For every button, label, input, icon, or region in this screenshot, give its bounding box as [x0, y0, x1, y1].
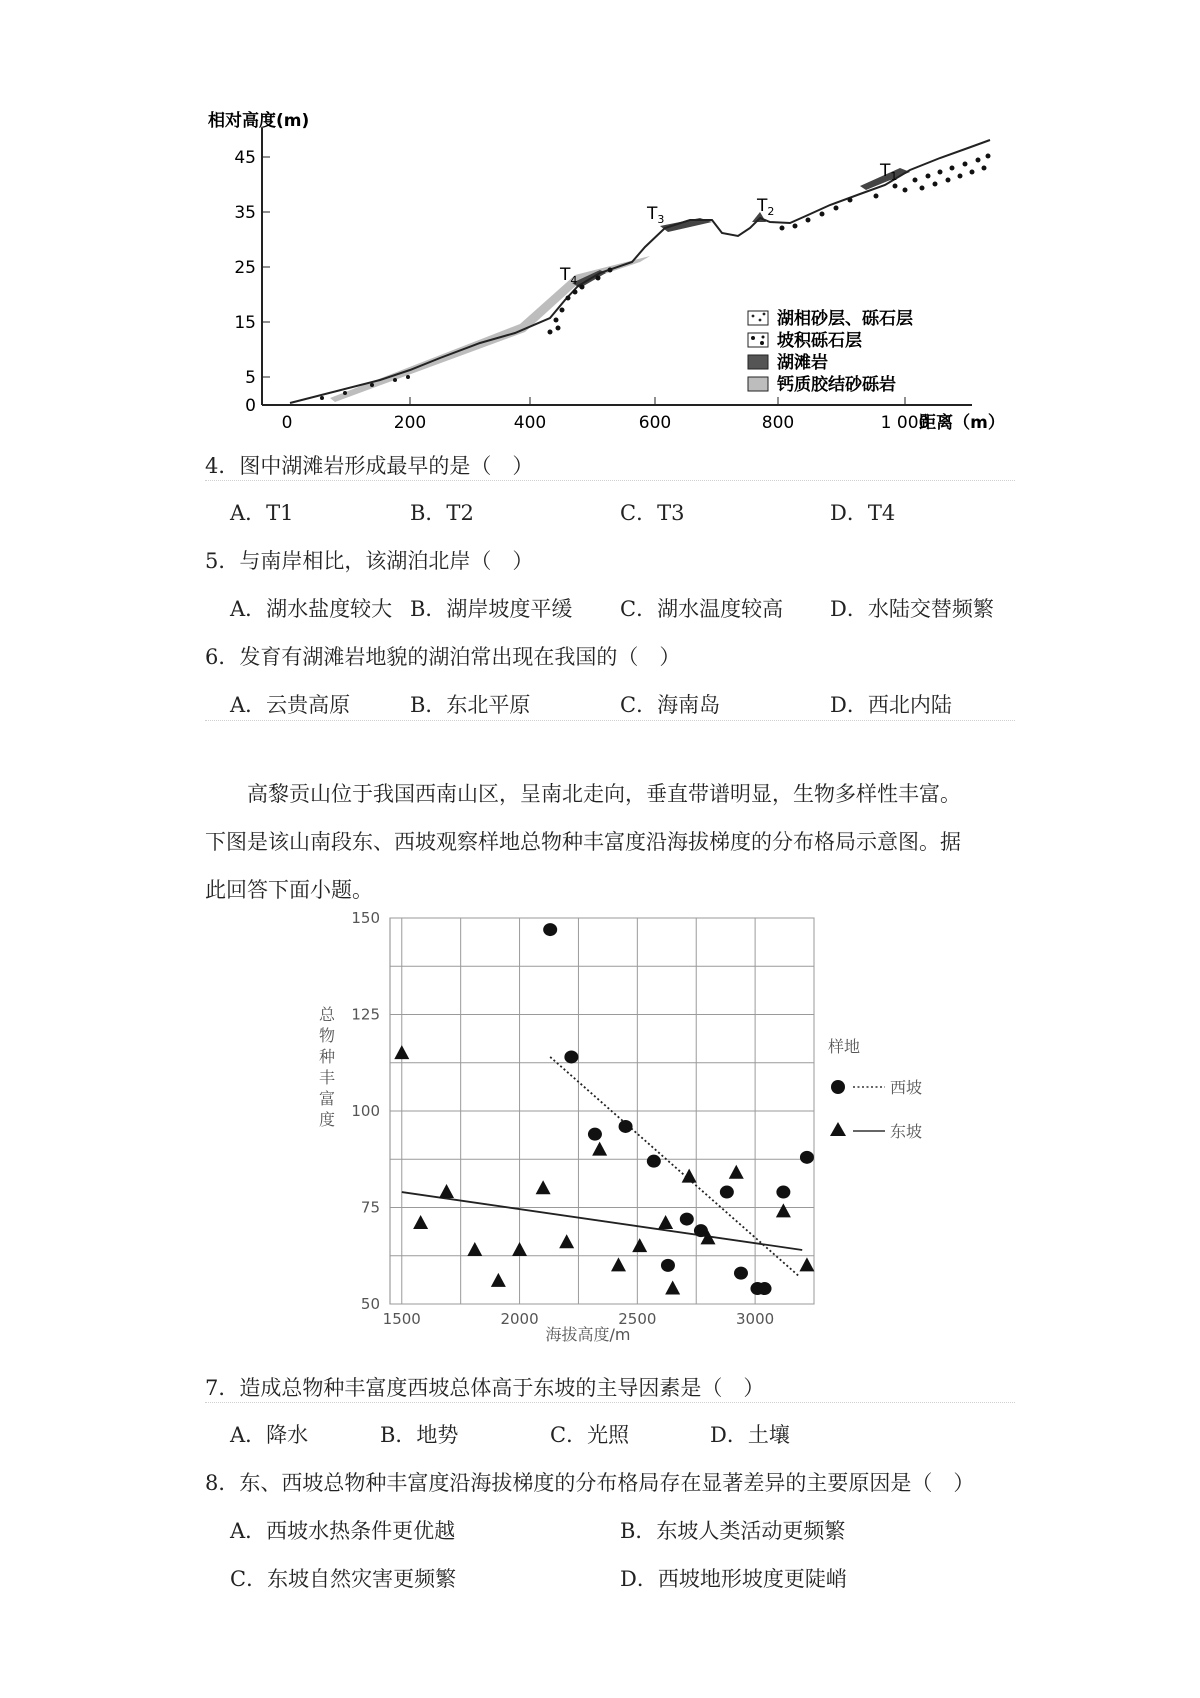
west-slope-point [800, 1151, 814, 1164]
divider [205, 720, 1015, 721]
species-richness-scatter-chart [300, 905, 923, 1344]
profile-y-axis-label: 相对高度(m) [208, 111, 310, 131]
q4-option-d[interactable]: D．T4 [830, 501, 896, 525]
passage-line: 此回答下面小题。 [205, 878, 373, 902]
q4-option-b[interactable]: B．T2 [410, 501, 474, 525]
profile-x-axis-label: 距离（m） [919, 413, 1005, 433]
y-tick-label: 125 [351, 1005, 380, 1024]
y-axis-label: 总物种丰富度 [318, 1005, 336, 1129]
x-tick-label: 2500 [618, 1310, 657, 1328]
question-7-stem: 7．造成总物种丰富度西坡总体高于东坡的主导因素是（ ） [205, 1376, 765, 1400]
question-4-stem: 4．图中湖滩岩形成最早的是（ ） [205, 454, 534, 478]
q5-option-c[interactable]: C．湖水温度较高 [620, 597, 784, 621]
profile-x-tick: 1 000 [880, 413, 930, 433]
legend-label: 坡积砾石层 [777, 331, 862, 351]
reading-passage [205, 770, 1015, 914]
profile-x-tick: 200 [393, 413, 427, 433]
profile-x-tick: 800 [761, 413, 795, 433]
profile-x-tick: 600 [638, 413, 672, 433]
legend-east-marker [830, 1122, 846, 1136]
legend-west-marker [831, 1080, 845, 1094]
question-6-stem: 6．发育有湖滩岩地貌的湖泊常出现在我国的（ ） [205, 645, 681, 669]
question-5-stem: 5．与南岸相比，该湖泊北岸（ ） [205, 549, 534, 573]
q6-option-a[interactable]: A．云贵高原 [230, 693, 351, 717]
legend-label: 钙质胶结砂砾岩 [777, 375, 896, 395]
terrace-label-t2: $T_2$ [757, 196, 775, 218]
legend-label: 湖相砂层、砾石层 [777, 309, 913, 329]
y-tick-label: 100 [351, 1102, 380, 1120]
profile-x-tick: 0 [281, 413, 293, 433]
q5-option-d[interactable]: D．水陆交替频繁 [830, 597, 994, 621]
y-tick-label: 50 [360, 1295, 380, 1313]
y-tick-label: 75 [360, 1198, 380, 1217]
q6-option-c[interactable]: C．海南岛 [620, 693, 721, 717]
legend-east-label: 东坡 [890, 1122, 923, 1141]
profile-cross-section-figure [200, 100, 1005, 440]
q5-option-a[interactable]: A．湖水盐度较大 [230, 597, 393, 621]
terrace-label-t1: $T_1$ [880, 161, 898, 183]
q8-option-d[interactable]: D．西坡地形坡度更陡峭 [620, 1567, 847, 1591]
profile-y-tick: 45 [234, 148, 256, 168]
west-slope-point [588, 1128, 602, 1141]
divider [205, 480, 1015, 481]
legend-label: 湖滩岩 [777, 353, 828, 373]
terrace-label-t4: $T_4$ [560, 265, 578, 287]
profile-y-tick: 0 [245, 396, 256, 416]
west-slope-point [680, 1213, 694, 1226]
west-slope-point [619, 1120, 633, 1133]
x-tick-label: 1500 [382, 1310, 421, 1328]
profile-y-tick: 35 [234, 203, 256, 223]
west-slope-point [758, 1282, 772, 1295]
q4-option-c[interactable]: C．T3 [620, 501, 685, 525]
q8-option-c[interactable]: C．东坡自然灾害更频繁 [230, 1567, 457, 1591]
y-tick-label: 150 [351, 909, 380, 927]
divider [205, 1402, 1015, 1403]
west-slope-point [720, 1186, 734, 1199]
west-slope-point [661, 1259, 675, 1272]
q8-option-b[interactable]: B．东坡人类活动更频繁 [620, 1519, 846, 1543]
west-slope-point [564, 1050, 578, 1063]
q5-option-b[interactable]: B．湖岸坡度平缓 [410, 597, 573, 621]
profile-x-tick: 400 [513, 413, 547, 433]
q8-option-a[interactable]: A．西坡水热条件更优越 [230, 1519, 456, 1543]
profile-legend [748, 308, 913, 395]
q6-option-b[interactable]: B．东北平原 [410, 693, 531, 717]
q4-option-a[interactable]: A．T1 [230, 501, 294, 525]
x-tick-label: 3000 [736, 1310, 775, 1328]
terrace-label-t3: $T_3$ [647, 204, 665, 226]
y-tick-labels [351, 909, 380, 1313]
west-slope-point [543, 923, 557, 936]
passage-line: 下图是该山南段东、西坡观察样地总物种丰富度沿海拔梯度的分布格局示意图。据 [205, 830, 961, 854]
west-slope-point [734, 1267, 748, 1280]
x-axis-label: 海拔高度/m [545, 1325, 631, 1344]
west-slope-point [776, 1186, 790, 1199]
profile-y-tick: 5 [245, 368, 256, 388]
q7-option-a[interactable]: A．降水 [230, 1423, 309, 1447]
q7-option-c[interactable]: C．光照 [550, 1423, 630, 1447]
west-slope-point [647, 1155, 661, 1168]
legend-title: 样地 [828, 1037, 861, 1056]
q6-option-d[interactable]: D．西北内陆 [830, 693, 952, 717]
x-tick-label: 2000 [500, 1310, 539, 1328]
question-8-stem: 8．东、西坡总物种丰富度沿海拔梯度的分布格局存在显著差异的主要原因是（ ） [205, 1471, 975, 1495]
passage-line: 高黎贡山位于我国西南山区，呈南北走向，垂直带谱明显，生物多样性丰富。 [247, 782, 961, 806]
q7-option-b[interactable]: B．地势 [380, 1423, 459, 1447]
q7-option-d[interactable]: D．土壤 [710, 1423, 790, 1447]
profile-y-tick: 15 [234, 313, 256, 333]
chart-legend [828, 1037, 922, 1141]
profile-y-tick: 25 [234, 258, 256, 278]
legend-west-label: 西坡 [890, 1078, 923, 1097]
